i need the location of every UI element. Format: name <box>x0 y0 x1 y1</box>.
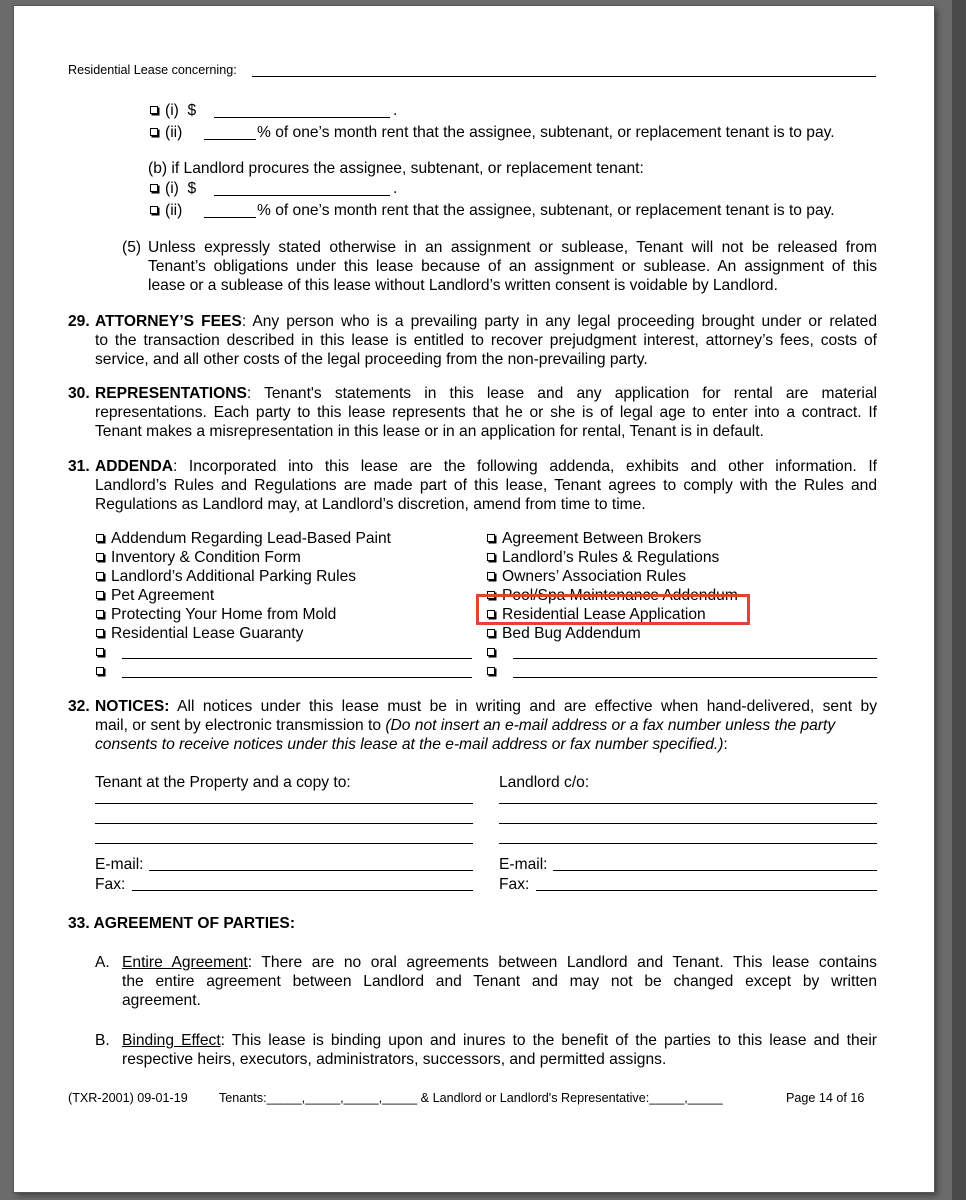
option-b-ii-text: % of one’s month rent that the assignee, subtenant, or replacement tenant is to pay. <box>257 202 835 219</box>
addendum-item: Pet Agreement <box>96 586 214 605</box>
landlord-fax-label: Fax: <box>499 876 530 893</box>
option-a-ii: (ii) <box>150 123 182 142</box>
checkbox-lead-paint[interactable] <box>96 534 104 542</box>
section-32-line1: NOTICES: All notices under this lease must be in writing and are effective when hand-delivered, sent by <box>95 698 877 715</box>
landlord-address-line-1[interactable] <box>499 803 877 804</box>
clause-a-line2: the entire agreement between Landlord and Tenant and may not be changed except by written <box>122 973 877 990</box>
checkbox-blank-left-2[interactable] <box>96 667 104 675</box>
checkbox-blank-right-2[interactable] <box>487 667 495 675</box>
blank-left-1[interactable] <box>122 658 472 659</box>
addendum-item-blank <box>487 643 502 662</box>
landlord-email-field[interactable] <box>553 870 877 871</box>
paragraph-5-line3: lease or a sublease of this lease without Landlord’s written consent is voidable by Landlord. <box>148 277 778 294</box>
section-31-line3: Regulations as Landlord may, at Landlord’s discretion, amend from time to time. <box>95 496 646 513</box>
checkbox-blank-left-1[interactable] <box>96 648 104 656</box>
section-29-number: 29. <box>68 313 90 330</box>
checkbox-parking-rules[interactable] <box>96 572 104 580</box>
page-number: Page 14 of 16 <box>786 1091 865 1105</box>
checkbox-brokers[interactable] <box>487 534 495 542</box>
addendum-item: Pool/Spa Maintenance Addendum <box>487 586 738 605</box>
section-29-line1: ATTORNEY’S FEES: Any person who is a prevailing party in any legal proceeding brought under or related <box>95 313 877 330</box>
checkbox-b-ii[interactable] <box>150 206 158 214</box>
addendum-item-blank <box>96 662 111 681</box>
tenant-address-label: Tenant at the Property and a copy to: <box>95 774 351 791</box>
option-b-i: (i) $ <box>150 179 196 198</box>
option-b-intro: (b) if Landlord procures the assignee, subtenant, or replacement tenant: <box>148 160 644 177</box>
landlord-address-label: Landlord c/o: <box>499 774 590 791</box>
addendum-item: Owners’ Association Rules <box>487 567 686 586</box>
landlord-address-line-3[interactable] <box>499 843 877 844</box>
addendum-item: Bed Bug Addendum <box>487 624 641 643</box>
option-b-ii: (ii) <box>150 201 182 220</box>
section-32-line3: consents to receive notices under this lease at the e-mail address or fax number specified.): <box>95 736 728 753</box>
landlord-fax-field[interactable] <box>536 890 877 891</box>
section-33-heading: 33. AGREEMENT OF PARTIES: <box>68 915 296 932</box>
section-31-number: 31. <box>68 458 90 475</box>
viewer-edge <box>952 0 966 1200</box>
section-31-line2: Landlord’s Rules and Regulations are made part of this lease, Tenant agrees to comply with the Rules and <box>95 477 877 494</box>
section-32-line2: mail, or sent by electronic transmission to (Do not insert an e-mail address or a fax number unless the party <box>95 717 836 734</box>
addendum-item: Inventory & Condition Form <box>96 548 301 567</box>
tenant-address-line-1[interactable] <box>95 803 473 804</box>
checkbox-inventory[interactable] <box>96 553 104 561</box>
option-a-ii-text: % of one’s month rent that the assignee, subtenant, or replacement tenant is to pay. <box>257 124 835 141</box>
checkbox-blank-right-1[interactable] <box>487 648 495 656</box>
landlord-email-label: E-mail: <box>499 856 548 873</box>
addendum-item: Agreement Between Brokers <box>487 529 701 548</box>
clause-b-letter: B. <box>95 1032 110 1049</box>
checkbox-a-ii[interactable] <box>150 128 158 136</box>
blank-right-2[interactable] <box>513 677 877 678</box>
option-a-i: (i) $ <box>150 101 196 120</box>
addendum-item: Residential Lease Guaranty <box>96 624 303 643</box>
checkbox-pet-agreement[interactable] <box>96 591 104 599</box>
section-31-line1: ADDENDA: Incorporated into this lease are the following addenda, exhibits and other information. If <box>95 458 877 475</box>
highlight-box <box>476 594 750 625</box>
footer-form-id: (TXR-2001) 09-01-19 <box>68 1091 188 1105</box>
document-page: Residential Lease concerning: (i) $ . (ii) % of one’s month rent that the assignee, subtenant, or replacement tenant is to pay. (b) if Landlord procures the assignee, subtenant, or replacement tenant: (i) $ . (ii) % of one’s month rent that the assignee, subtenant, or replacement tenant is to pay. (5) Unless expressly stated otherwise in an assignment or sublease, Tenant will not be released from Tenant’s obligations under this lease because of an assignment or sublease. An assignment of this lease or a sublease of this lease without Landlord’s written consent is voidable by Landlord. 29. ATTORNEY’S FEES: Any person who is a prevailing party in any legal proceeding brought under or related to the transaction described in this lease is entitled to recover prejudgment interest, attorney’s fees, costs of service, and all other costs of the legal proceeding from the non-prevailing party. 30. REPRESENTATIONS: Tenant's statements in this lease and any application for rental are material representations. Each party to this lease represents that he or she is of legal age to enter into a contract. If Tenant makes a misrepresentation in this lease or in an application for rental, Tenant is in default. 31. ADDENDA: Incorporated into this lease are the following addenda, exhibits and other information. If Landlord’s Rules and Regulations are made part of this lease, Tenant agrees to comply with the Rules and Regulations as Landlord may, at Landlord’s discretion, amend from time to time. Addendum Regarding Lead-Based Paint Inventory & Condition Form Landlord’s Additional Parking Rules Pet Agreement Protecting Your Home from Mold Residential Lease Guaranty Agreement Between Brokers Landlord’s Rules & Regulations Owners’ Association Rules Pool/Spa Maintenance Addendum Residential Lease Application Bed Bug Addendum 32. NOTICES: All notices under this lease must be in writing and are effective when hand-delivered, sent by mail, or sent by electronic transmission to (Do not insert an e-mail address or a fax number unless the party consents to receive notices under this lease at the e-mail address or fax number specified.): Tenant at the Property and a copy to: Landlord c/o: E-mail: Fax: E-mail: Fax: 33. AGREEMENT OF PARTIES: A. Entire Agreement: There are no oral agreements between Landlord and Tenant. This lease contains the entire agreement between Landlord and Tenant and may not be changed except by written agreement. B. Binding Effect: This lease is binding upon and inures to the benefit of the parties to this lease and their respective heirs, executors, administrators, successors, and permitted assigns. (TXR-2001) 09-01-19 Tenants:_____,_____,_____,_____ & Landlord or Landlord's Representative:_____,_____ Page 14 of 16 <box>14 6 934 1192</box>
blank-b-ii[interactable] <box>204 217 256 218</box>
blank-right-1[interactable] <box>513 658 877 659</box>
checkbox-mold[interactable] <box>96 610 104 618</box>
checkbox-a-i[interactable] <box>150 106 158 114</box>
addendum-item: Landlord’s Additional Parking Rules <box>96 567 356 586</box>
tenant-fax-field[interactable] <box>132 890 473 891</box>
checkbox-bed-bug[interactable] <box>487 629 495 637</box>
section-30-line3: Tenant makes a misrepresentation in this lease or in an application for rental, Tenant is in default. <box>95 423 764 440</box>
tenant-fax-label: Fax: <box>95 876 126 893</box>
clause-a-line1: Entire Agreement: There are no oral agreements between Landlord and Tenant. This lease contains <box>122 954 877 971</box>
tenant-email-label: E-mail: <box>95 856 144 873</box>
landlord-address-line-2[interactable] <box>499 823 877 824</box>
checkbox-owners-assoc[interactable] <box>487 572 495 580</box>
checkbox-rules-regs[interactable] <box>487 553 495 561</box>
addendum-item: Landlord’s Rules & Regulations <box>487 548 719 567</box>
property-address-blank[interactable] <box>252 76 876 77</box>
section-29-line2: to the transaction described in this lease is entitled to recover prejudgment interest, attorney’s fees, costs of <box>95 332 877 349</box>
blank-left-2[interactable] <box>122 677 472 678</box>
addendum-item-blank <box>96 643 111 662</box>
checkbox-b-i[interactable] <box>150 184 158 192</box>
checkbox-lease-guaranty[interactable] <box>96 629 104 637</box>
clause-a-letter: A. <box>95 954 110 971</box>
paragraph-5-line1: Unless expressly stated otherwise in an assignment or sublease, Tenant will not be released from <box>148 239 877 256</box>
section-29-line3: service, and all other costs of the legal proceeding from the non-prevailing party. <box>95 351 648 368</box>
tenant-email-field[interactable] <box>149 870 473 871</box>
tenant-address-line-2[interactable] <box>95 823 473 824</box>
section-32-number: 32. <box>68 698 90 715</box>
paragraph-5-number: (5) <box>122 239 142 256</box>
section-30-line1: REPRESENTATIONS: Tenant's statements in this lease and any application for rental are material <box>95 385 877 402</box>
clause-b-line2: respective heirs, executors, administrators, successors, and permitted assigns. <box>122 1051 667 1068</box>
paragraph-5-line2: Tenant’s obligations under this lease because of an assignment or sublease. An assignment of this <box>148 258 877 275</box>
addendum-item-blank <box>487 662 502 681</box>
blank-b-i[interactable] <box>214 195 390 196</box>
blank-a-i[interactable] <box>214 117 390 118</box>
addendum-item: Addendum Regarding Lead-Based Paint <box>96 529 391 548</box>
addendum-item: Protecting Your Home from Mold <box>96 605 336 624</box>
section-30-line2: representations. Each party to this lease represents that he or she is of legal age to enter into a contract. If <box>95 404 877 421</box>
footer-initials: Tenants:_____,_____,_____,_____ & Landlord or Landlord's Representative:_____,_____ <box>219 1091 723 1105</box>
addendum-item-residential-lease-application: Residential Lease Application <box>487 605 706 624</box>
clause-b-line1: Binding Effect: This lease is binding upon and inures to the benefit of the parties to this lease and their <box>122 1032 877 1049</box>
tenant-address-line-3[interactable] <box>95 843 473 844</box>
header-label: Residential Lease concerning: <box>68 63 237 77</box>
clause-a-line3: agreement. <box>122 992 201 1009</box>
blank-a-ii[interactable] <box>204 139 256 140</box>
section-30-number: 30. <box>68 385 90 402</box>
